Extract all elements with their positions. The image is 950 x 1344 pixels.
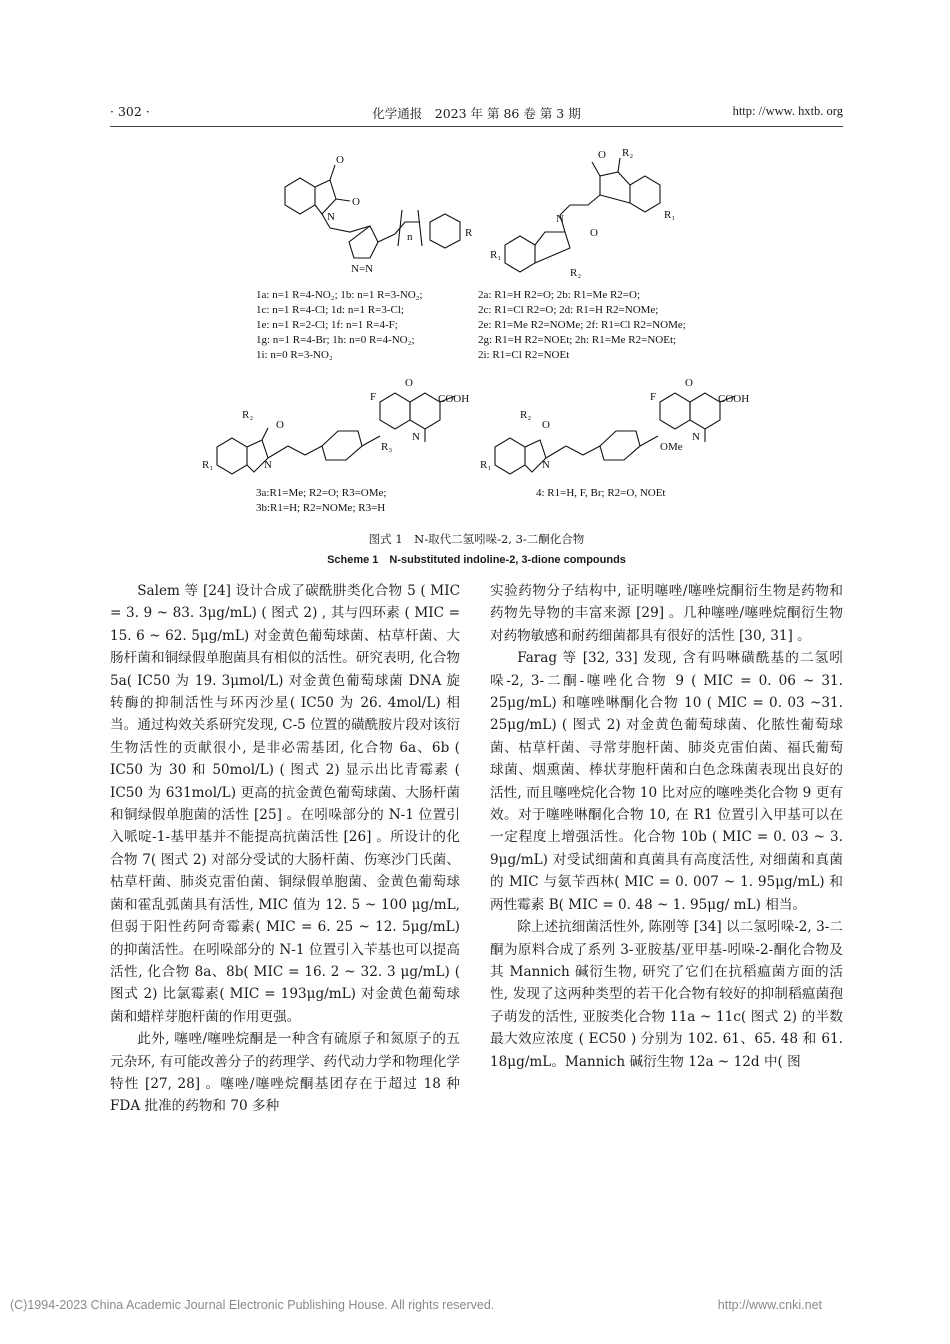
atom-r3: R₃	[381, 441, 393, 453]
legend-1-line: 1a: n=1 R=4-NO₂; 1b: n=1 R=3-NO₂;	[256, 289, 423, 301]
atom-o: O	[590, 227, 598, 239]
atom-r1: R₁	[490, 249, 502, 261]
atom-n: N	[542, 459, 550, 471]
footer-site-link[interactable]: http://www.cnki.net	[717, 1298, 822, 1312]
legend-3-line: 3a:R1=Me; R2=O; R3=OMe;	[256, 487, 387, 499]
atom-o: O	[598, 149, 606, 161]
structure-2	[505, 158, 660, 272]
legend-2-line: 2e: R1=Me R2=NOMe; 2f: R1=Cl R2=NOMe;	[478, 319, 686, 331]
journal-issue: 化学通报 2023 年 第 86 卷 第 3 期	[372, 106, 581, 121]
atom-n: N	[556, 213, 564, 225]
paragraph: 此外, 噻唑/噻唑烷酮是一种含有硫原子和氮原子的五元杂环, 有可能改善分子的药理学、药代动力学和物理化学特性 [27, 28] 。噻唑/噻唑烷酮基团存在于超过 18 种 FDA 批准的药物和 70 多种	[110, 1031, 460, 1115]
atom-n: N	[264, 459, 272, 471]
atom-f: F	[650, 391, 657, 403]
journal-url: http: //www. hxtb. org	[732, 104, 843, 118]
atom-n: N	[412, 431, 420, 443]
structure-1	[285, 165, 460, 258]
legend-1-line: 1g: n=1 R=4-Br; 1h: n=0 R=4-NO₂;	[256, 334, 415, 346]
scheme-caption-en: Scheme 1 N-substituted indoline-2, 3-dione compounds	[327, 554, 626, 566]
atom-o: O	[685, 377, 693, 389]
atom-n-triazole: N=N	[351, 263, 374, 275]
atom-o: O	[542, 419, 550, 431]
atom-r1: R₁	[480, 459, 492, 471]
atom-r2: R₂	[520, 409, 532, 421]
legend-4: 4: R1=H, F, Br; R2=O, NOEt	[536, 487, 666, 499]
atom-o: O	[352, 196, 360, 208]
legend-1-line: 1e: n=1 R=2-Cl; 1f: n=1 R=4-F;	[256, 319, 398, 331]
legend-2-line: 2g: R1=H R2=NOEt; 2h: R1=Me R2=NOEt;	[478, 334, 677, 346]
scheme-caption-zh: 图式 1 N-取代二氢吲哚-2, 3-二酮化合物	[368, 532, 585, 546]
atom-n: N	[692, 431, 700, 443]
atom-ome: OMe	[660, 441, 683, 453]
atom-r1: R₁	[664, 209, 676, 221]
legend-1-line: 1i: n=0 R=3-NO₂	[256, 349, 333, 361]
page-number: · 302 ·	[110, 104, 150, 119]
legend-3-line: 3b:R1=H; R2=NOMe; R3=H	[256, 502, 386, 514]
text-column-right	[490, 580, 843, 1073]
atom-r2: R₂	[570, 267, 582, 279]
paragraph-continued: 实验药物分子结构中, 证明噻唑/噻唑烷酮衍生物是药物和药物先导物的丰富来源 [29] 。几种噻唑/噻唑烷酮衍生物对药物敏感和耐药细菌都具有很好的活性 [30, 31] 。	[490, 583, 843, 644]
atom-o: O	[405, 377, 413, 389]
legend-2-line: 2a: R1=H R2=O; 2b: R1=Me R2=O;	[478, 289, 641, 301]
atom-o: O	[336, 154, 344, 166]
atom-r2: R₂	[622, 147, 634, 159]
copyright-notice: (C)1994-2023 China Academic Journal Electronic Publishing House. All rights reserved.	[10, 1298, 495, 1312]
atom-r2: R₂	[242, 409, 254, 421]
legend-2-line: 2c: R1=Cl R2=O; 2d: R1=H R2=NOMe;	[478, 304, 659, 316]
atom-r: R	[465, 227, 473, 239]
paragraph: Farag 等 [32, 33] 发现, 含有吗啉磺酰基的二氢吲哚-2, 3-二酮-噻唑化合物 9 ( MIC = 0. 06 ~ 31. 25μg/mL) 和噻唑啉酮化合物 10 ( MIC = 0. 03 ~31. 25μg/mL) ( 图式 2) 对金黄色葡萄球菌、化脓性葡萄球菌、枯草杆菌、寻常芽胞杆菌、肺炎克雷伯菌、福氏葡萄球菌、烟熏菌、棒状芽胞杆菌和白色念珠菌表现出良好的活性, 而且噻唑烷化合物 10 比对应的噻唑类化合物 9 更有效。对于噻唑啉酮化合物 10, 在 R1 位置引入甲基可以在一定程度上增强活性。化合物 10b ( MIC = 0. 03 ~ 3. 9μg/mL) 对受试细菌和真菌具有高度活性, 对细菌和真菌的 MIC 与氨苄西林( MIC = 0. 007 ~ 1. 95μg/mL) 和两性霉素 B( MIC = 0. 48 ~ 1. 95μg/ mL) 相当。	[490, 650, 843, 913]
atom-o: O	[276, 419, 284, 431]
text-column-left	[110, 580, 460, 1118]
atom-f: F	[370, 391, 377, 403]
atom-cooh: COOH	[718, 393, 750, 405]
atom-r1: R₁	[202, 459, 214, 471]
legend-1-line: 1c: n=1 R=4-Cl; 1d: n=1 R=3-Cl;	[256, 304, 404, 316]
atom-n: N	[327, 211, 335, 223]
atom-cooh: COOH	[438, 393, 470, 405]
page-footer	[0, 1298, 950, 1318]
scheme-1-structures	[0, 0, 950, 530]
atom-n-subscript: n	[407, 231, 413, 243]
legend-2-line: 2i: R1=Cl R2=NOEt	[478, 349, 570, 361]
paragraph: Salem 等 [24] 设计合成了碳酰肼类化合物 5 ( MIC = 3. 9 ~ 83. 3μg/mL) ( 图式 2) , 其与四环素 ( MIC = 15. 6 ~ 62. 5μg/mL) 对金黄色葡萄球菌、枯草杆菌、大肠杆菌和铜绿假单胞菌具有相似的活性。研究表明, 化合物 5a( IC50 为 19. 3μmol/L) 对金黄色葡萄球菌 DNA 旋转酶的抑制活性与环丙沙星( IC50 为 26. 4mol/L) 相当。通过构效关系研究发现, C-5 位置的磺酰胺片段对该衍生物活性的贡献很小, 是非必需基团, 化合物 6a、6b ( IC50 为 30 和 50mol/L) ( 图式 2) 显示出比青霉素 ( IC50 为 631mol/L) 更高的抗金黄色葡萄球菌、大肠杆菌和铜绿假单胞菌的活性 [25] 。在吲哚部分的 N-1 位置引入哌啶-1-基甲基并不能提高抗菌活性 [26] 。所设计的化合物 7( 图式 2) 对部分受试的大肠杆菌、伤寒沙门氏菌、枯草杆菌、肺炎克雷伯菌、铜绿假单胞菌、金黄色葡萄球菌和霍乱弧菌具有活性, MIC 值为 12. 5 ~ 100 μg/mL, 但弱于阳性药阿奇霉素( MIC = 6. 25 ~ 12. 5μg/mL) 的抑菌活性。在吲哚部分的 N-1 位置引入苄基也可以提高活性, 化合物 8a、8b( MIC = 16. 2 ~ 32. 3 μg/mL) ( 图式 2) 比氯霉素( MIC = 193μg/mL) 对金黄色葡萄球菌和蜡样芽胞杆菌的作用更强。	[110, 583, 460, 1025]
paragraph: 除上述抗细菌活性外, 陈刚等 [34] 以二氢吲哚-2, 3-二酮为原料合成了系列 3-亚胺基/亚甲基-吲哚-2-酮化合物及其 Mannich 碱衍生物, 研究了它们在抗稻瘟菌方面的活性, 发现了这两种类型的若干化合物有较好的抑制稻瘟菌孢子萌发的活性, 亚胺类化合物 11a ~ 11c( 图式 2) 的半数最大效应浓度 ( EC50 ) 分别为 102. 61、65. 48 和 61. 18μg/mL。Mannich 碱衍生物 12a ~ 12d 中( 图	[490, 919, 843, 1070]
